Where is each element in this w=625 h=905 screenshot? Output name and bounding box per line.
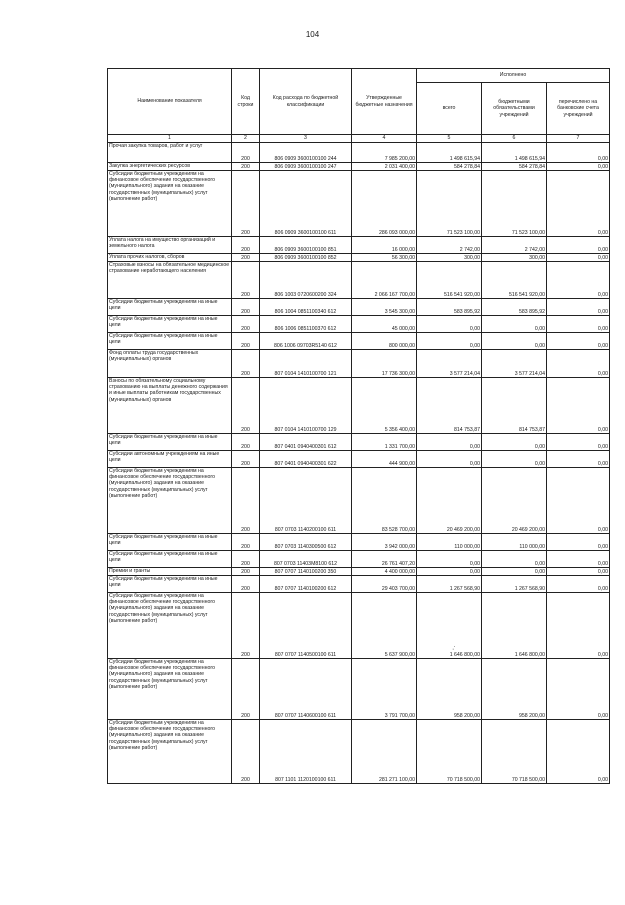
column-number-row (108, 135, 610, 143)
row-code: 200 (232, 568, 260, 576)
row-kbk: 806 1006 09703R5140 612 (260, 333, 352, 350)
row-kbk: 807 0104 1410100700 129 (260, 378, 352, 434)
row-institutions: 0,00 (482, 551, 547, 568)
row-kbk: 807 1101 1120100100 611 (260, 720, 352, 784)
row-name: Закупка энергетических ресурсов (108, 163, 232, 171)
row-code: 200 (232, 534, 260, 551)
row-code: 200 (232, 720, 260, 784)
table-row (108, 299, 610, 316)
row-institutions: 0,00 (482, 434, 547, 451)
header-budget-code: Код расхода по бюджетной классификации (260, 69, 352, 135)
table-row (108, 720, 610, 784)
table-row (108, 434, 610, 451)
row-name: Субсидии бюджетным учреждениям на иные цели (108, 316, 232, 333)
row-institutions: 1 267 568,90 (482, 576, 547, 593)
row-transferred: 0,00 (547, 568, 610, 576)
scan-speck-mark: ·̇ (452, 646, 455, 653)
row-transferred: 0,00 (547, 316, 610, 333)
row-approved: 3 791 700,00 (352, 659, 417, 720)
row-name: Субсидии бюджетным учреждениям на иные цели (108, 576, 232, 593)
row-total: 0,00 (417, 434, 482, 451)
table-row (108, 576, 610, 593)
table-row (108, 171, 610, 237)
row-transferred: 0,00 (547, 593, 610, 659)
row-name: Субсидии бюджетным учреждениям на иные цели (108, 551, 232, 568)
row-kbk: 807 0707 1140100200 612 (260, 576, 352, 593)
row-code: 200 (232, 576, 260, 593)
header-executed: Исполнено (417, 69, 610, 83)
row-institutions: 584 278,84 (482, 163, 547, 171)
row-approved: 83 528 700,00 (352, 468, 417, 534)
row-institutions: 0,00 (482, 568, 547, 576)
row-name: Субсидии бюджетным учреждениям на финансовое обеспечение государственного (муниципального) задания на оказание государственных (муниципальных) услуг (выполнение работ) (108, 593, 232, 659)
row-code: 200 (232, 350, 260, 378)
row-kbk: 807 0707 1140500100 611 (260, 593, 352, 659)
row-total: 0,00 (417, 316, 482, 333)
row-total: 71 523 100,00 (417, 171, 482, 237)
row-kbk: 807 0104 1410100700 121 (260, 350, 352, 378)
row-name: Субсидии бюджетным учреждениям на финансовое обеспечение государственного (муниципального) задания на оказание государственных (муниципальных) услуг (выполнение работ) (108, 659, 232, 720)
row-institutions: 0,00 (482, 333, 547, 350)
row-total: 584 278,84 (417, 163, 482, 171)
row-transferred: 0,00 (547, 468, 610, 534)
row-total: 300,00 (417, 254, 482, 262)
table-row (108, 316, 610, 333)
row-approved: 286 093 000,00 (352, 171, 417, 237)
row-code: 200 (232, 299, 260, 316)
row-transferred: 0,00 (547, 299, 610, 316)
row-transferred: 0,00 (547, 237, 610, 254)
row-total: 2 742,00 (417, 237, 482, 254)
row-transferred: 0,00 (547, 163, 610, 171)
row-transferred: 0,00 (547, 171, 610, 237)
row-transferred: 0,00 (547, 576, 610, 593)
row-approved: 7 985 200,00 (352, 143, 417, 163)
row-name: Субсидии бюджетным учреждениям на иные цели (108, 534, 232, 551)
row-kbk: 806 0909 3600100100 244 (260, 143, 352, 163)
row-code: 200 (232, 171, 260, 237)
row-institutions: 300,00 (482, 254, 547, 262)
row-code: 200 (232, 237, 260, 254)
row-kbk: 807 0707 1140100200 350 (260, 568, 352, 576)
row-institutions: 1 498 615,94 (482, 143, 547, 163)
row-kbk: 807 0401 0940400301 612 (260, 434, 352, 451)
row-transferred: 0,00 (547, 720, 610, 784)
row-approved: 26 761 407,20 (352, 551, 417, 568)
row-transferred: 0,00 (547, 434, 610, 451)
column-number: 7 (547, 135, 610, 143)
row-kbk: 806 1004 0851100340 612 (260, 299, 352, 316)
row-code: 200 (232, 659, 260, 720)
row-name: Субсидии автономным учреждениям на иные цели (108, 451, 232, 468)
row-total: 3 577 214,04 (417, 350, 482, 378)
row-transferred: 0,00 (547, 451, 610, 468)
row-code: 200 (232, 333, 260, 350)
row-institutions: 70 718 500,00 (482, 720, 547, 784)
table-row (108, 333, 610, 350)
row-approved: 3 545 300,00 (352, 299, 417, 316)
row-name: Взносы по обязательному социальному страхованию на выплаты денежного содержания и иные выплаты работникам государственных (муниципальных) органов (108, 378, 232, 434)
column-number: 4 (352, 135, 417, 143)
row-kbk: 806 0909 3600100100 852 (260, 254, 352, 262)
row-name: Субсидии бюджетным учреждениям на финансовое обеспечение государственного (муниципального) задания на оказание государственных (муниципальных) услуг (выполнение работ) (108, 720, 232, 784)
table-row (108, 254, 610, 262)
header-executed-institutions: бюджетными обязательствами учреждений (482, 83, 547, 135)
page-number: 104 (305, 30, 320, 39)
table-row (108, 262, 610, 299)
table-row (108, 350, 610, 378)
row-total: 958 200,00 (417, 659, 482, 720)
row-name: Субсидии бюджетным учреждениям на финансовое обеспечение государственного (муниципального) задания на оказание государственных (муниципальных) услуг (выполнение работ) (108, 468, 232, 534)
row-approved: 45 000,00 (352, 316, 417, 333)
row-kbk: 806 0909 3600100100 851 (260, 237, 352, 254)
row-total: 20 469 200,00 (417, 468, 482, 534)
row-total: 1 267 568,90 (417, 576, 482, 593)
row-approved: 5 637 900,00 (352, 593, 417, 659)
row-name: Фонд оплаты труда государственных (муниципальных) органов (108, 350, 232, 378)
column-number: 2 (232, 135, 260, 143)
row-total: 583 895,92 (417, 299, 482, 316)
row-transferred: 0,00 (547, 262, 610, 299)
header-row-code: Код строки (232, 69, 260, 135)
row-name: Субсидии бюджетным учреждениям на иные цели (108, 333, 232, 350)
row-institutions: 2 742,00 (482, 237, 547, 254)
row-transferred: 0,00 (547, 254, 610, 262)
row-code: 200 (232, 434, 260, 451)
row-approved: 2 031 400,00 (352, 163, 417, 171)
row-name: Прочая закупка товаров, работ и услуг (108, 143, 232, 163)
row-code: 200 (232, 551, 260, 568)
table-row (108, 568, 610, 576)
row-approved: 1 331 700,00 (352, 434, 417, 451)
table-row (108, 659, 610, 720)
header-executed-transferred: перечислено на банковские счета учреждений (547, 83, 610, 135)
row-institutions: 0,00 (482, 451, 547, 468)
row-total: 110 000,00 (417, 534, 482, 551)
row-kbk: 807 0703 1140300500 612 (260, 534, 352, 551)
table-row (108, 237, 610, 254)
row-kbk: 806 1003 0720600200 324 (260, 262, 352, 299)
row-kbk: 807 0703 1140200100 611 (260, 468, 352, 534)
row-institutions: 814 753,87 (482, 378, 547, 434)
row-total: 0,00 (417, 333, 482, 350)
row-transferred: 0,00 (547, 534, 610, 551)
row-transferred: 0,00 (547, 143, 610, 163)
row-institutions: 516 541 920,00 (482, 262, 547, 299)
table-row (108, 143, 610, 163)
row-name: Субсидии бюджетным учреждениям на иные цели (108, 434, 232, 451)
row-institutions: 71 523 100,00 (482, 171, 547, 237)
row-total: 1 646 800,00 (417, 593, 482, 659)
row-code: 200 (232, 254, 260, 262)
row-transferred: 0,00 (547, 333, 610, 350)
row-code: 200 (232, 163, 260, 171)
row-transferred: 0,00 (547, 350, 610, 378)
row-kbk: 807 0703 11403M8100 612 (260, 551, 352, 568)
row-approved: 281 271 100,00 (352, 720, 417, 784)
row-approved: 5 356 400,00 (352, 378, 417, 434)
row-total: 0,00 (417, 568, 482, 576)
row-name: Субсидии бюджетным учреждениям на иные цели (108, 299, 232, 316)
table-row (108, 451, 610, 468)
row-code: 200 (232, 378, 260, 434)
header-name: Наименование показателя (108, 69, 232, 135)
table-row (108, 163, 610, 171)
row-approved: 3 942 000,00 (352, 534, 417, 551)
header-executed-total: всего (417, 83, 482, 135)
table-row (108, 551, 610, 568)
row-code: 200 (232, 143, 260, 163)
row-institutions: 3 577 214,04 (482, 350, 547, 378)
row-code: 200 (232, 262, 260, 299)
row-approved: 800 000,00 (352, 333, 417, 350)
row-kbk: 807 0401 0940400301 622 (260, 451, 352, 468)
row-approved: 16 000,00 (352, 237, 417, 254)
row-institutions: 1 646 800,00 (482, 593, 547, 659)
row-institutions: 20 469 200,00 (482, 468, 547, 534)
table-row (108, 593, 610, 659)
row-total: 0,00 (417, 451, 482, 468)
row-name: Уплата прочих налогов, сборов (108, 254, 232, 262)
row-approved: 444 900,00 (352, 451, 417, 468)
row-approved: 17 736 300,00 (352, 350, 417, 378)
column-number: 5 (417, 135, 482, 143)
row-kbk: 807 0707 1140600100 611 (260, 659, 352, 720)
row-institutions: 583 895,92 (482, 299, 547, 316)
row-code: 200 (232, 451, 260, 468)
budget-execution-table (107, 68, 610, 784)
table-row (108, 534, 610, 551)
row-approved: 2 066 167 700,00 (352, 262, 417, 299)
row-kbk: 806 1006 0851100370 612 (260, 316, 352, 333)
row-institutions: 958 200,00 (482, 659, 547, 720)
row-transferred: 0,00 (547, 551, 610, 568)
row-name: Уплата налога на имущество организаций и земельного налога (108, 237, 232, 254)
table-row (108, 468, 610, 534)
column-number: 1 (108, 135, 232, 143)
row-total: 814 753,87 (417, 378, 482, 434)
row-approved: 56 300,00 (352, 254, 417, 262)
column-number: 3 (260, 135, 352, 143)
header-approved: Утвержденные бюджетные назначения (352, 69, 417, 135)
row-kbk: 806 0909 3600100100 611 (260, 171, 352, 237)
row-total: 70 718 500,00 (417, 720, 482, 784)
row-institutions: 0,00 (482, 316, 547, 333)
row-code: 200 (232, 593, 260, 659)
row-total: 1 498 615,94 (417, 143, 482, 163)
row-name: Страховые взносы на обязательное медицинское страхование неработающего населения (108, 262, 232, 299)
row-total: 516 541 920,00 (417, 262, 482, 299)
row-approved: 4 400 000,00 (352, 568, 417, 576)
row-name: Премии и гранты (108, 568, 232, 576)
row-transferred: 0,00 (547, 659, 610, 720)
row-approved: 29 403 700,00 (352, 576, 417, 593)
row-kbk: 806 0909 3600100100 247 (260, 163, 352, 171)
row-code: 200 (232, 316, 260, 333)
row-institutions: 110 000,00 (482, 534, 547, 551)
column-number: 6 (482, 135, 547, 143)
row-transferred: 0,00 (547, 378, 610, 434)
table-row (108, 378, 610, 434)
row-code: 200 (232, 468, 260, 534)
row-total: 0,00 (417, 551, 482, 568)
row-name: Субсидии бюджетным учреждениям на финансовое обеспечение государственного (муниципального) задания на оказание государственных (муниципальных) услуг (выполнение работ) (108, 171, 232, 237)
